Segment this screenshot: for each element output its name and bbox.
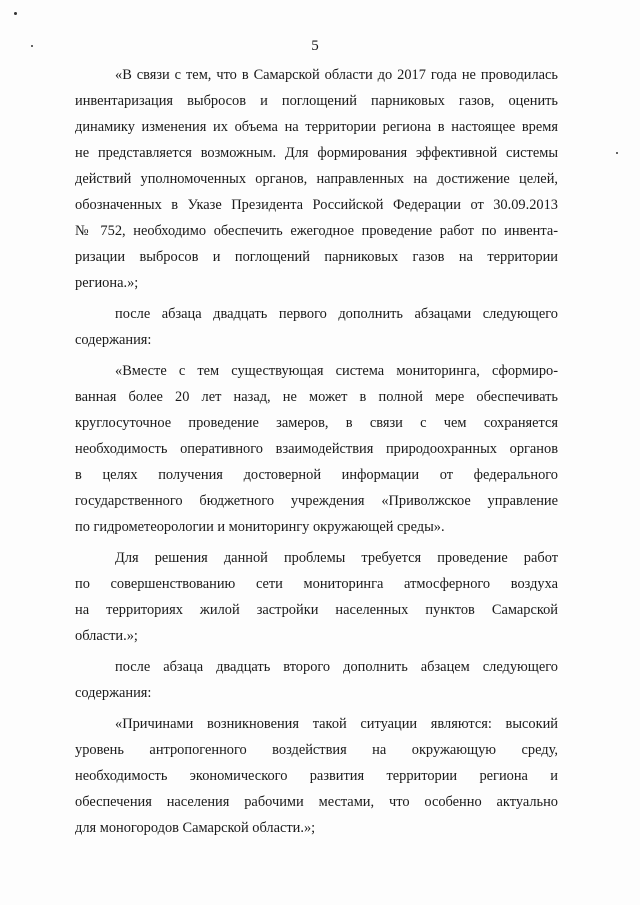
text-line: в целях получения достоверной информации от федерального bbox=[75, 467, 558, 483]
text-line: инвентаризация выбросов и поглощений парниковых газов, оценить bbox=[75, 93, 558, 109]
text-line: по гидрометеорологии и мониторингу окружающей среды». bbox=[75, 519, 445, 535]
text-line: Для решения данной проблемы требуется проведение работ bbox=[115, 550, 558, 566]
text-line: после абзаца двадцать второго дополнить абзацем следующего bbox=[115, 659, 558, 675]
text-line: содержания: bbox=[75, 332, 152, 348]
text-line: № 752, необходимо обеспечить ежегодное проведение работ по инвента- bbox=[75, 223, 558, 239]
text-line: уровень антропогенного воздействия на окружающую среду, bbox=[75, 742, 558, 758]
text-line: государственного бюджетного учреждения «Приволжское управление bbox=[75, 493, 558, 509]
text-line: после абзаца двадцать первого дополнить абзацами следующего bbox=[115, 306, 558, 322]
text-line: области.»; bbox=[75, 628, 138, 644]
paragraph bbox=[75, 358, 558, 540]
text-line: «Вместе с тем существующая система мониторинга, сформиро- bbox=[115, 363, 558, 379]
text-line: ванная более 20 лет назад, не может в полной мере обеспечивать bbox=[75, 389, 558, 405]
text-line: обеспечения населения рабочими местами, что особенно актуально bbox=[75, 794, 558, 810]
paragraph bbox=[75, 62, 558, 296]
text-line: обозначенных в Указе Президента Российской Федерации от 30.09.2013 bbox=[75, 197, 558, 213]
document-body bbox=[75, 62, 558, 841]
scan-speck-mark bbox=[14, 12, 17, 15]
text-line: по совершенствованию сети мониторинга атмосферного воздуха bbox=[75, 576, 558, 592]
paragraph bbox=[75, 301, 558, 353]
text-line: для моногородов Самарской области.»; bbox=[75, 820, 316, 836]
text-line: ризации выбросов и поглощений парниковых газов на территории bbox=[75, 249, 558, 265]
page-number: 5 bbox=[311, 38, 319, 54]
scan-speck-mark bbox=[616, 152, 618, 154]
text-line: содержания: bbox=[75, 685, 152, 701]
text-line: на территориях жилой застройки населенных пунктов Самарской bbox=[75, 602, 558, 618]
paragraph bbox=[75, 545, 558, 649]
text-line: динамику изменения их объема на территории региона в настоящее время bbox=[75, 119, 558, 135]
text-line: необходимость экономического развития территории региона и bbox=[75, 768, 558, 784]
text-line: необходимость оперативного взаимодействия природоохранных органов bbox=[75, 441, 558, 457]
text-line: круглосуточное проведение замеров, в связи с чем сохраняется bbox=[75, 415, 558, 431]
paragraph bbox=[75, 654, 558, 706]
text-line: «Причинами возникновения такой ситуации являются: высокий bbox=[115, 716, 558, 732]
paragraph bbox=[75, 711, 558, 841]
text-line: «В связи с тем, что в Самарской области до 2017 года не проводилась bbox=[115, 67, 558, 83]
text-line: действий уполномоченных органов, направленных на достижение целей, bbox=[75, 171, 558, 187]
text-line: региона.»; bbox=[75, 275, 139, 291]
text-line: не представляется возможным. Для формирования эффективной системы bbox=[75, 145, 558, 161]
